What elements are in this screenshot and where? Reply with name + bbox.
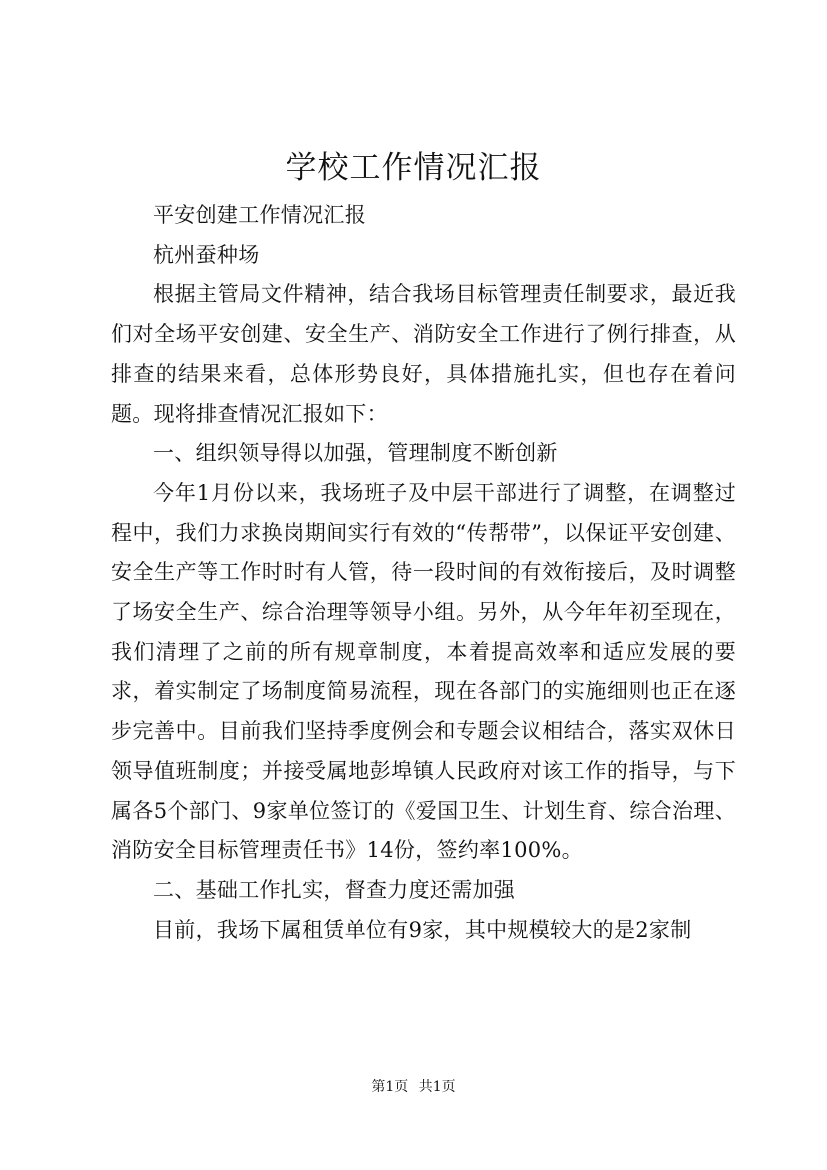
section-1-paragraph: 今年1月份以来，我场班子及中层干部进行了调整，在调整过程中，我们力求换岗期间实行有效的“传帮带”，以保证平安创建、安全生产等工作时时有人管，待一段时间的有效衔接后，及时调整了场安全生产、综合治理等领导小组。另外，从今年年初至现在，我们清理了之前的所有规章制度，本着提高效率和适应发展的要求，着实制定了场制度简易流程，现在各部门的实施细则也正在逐步完善中。目前我们坚持季度例会和专题会议相结合，落实双休日领导值班制度；并接受属地彭埠镇人民政府对该工作的指导，与下属各5个部门、9家单位签订的《爱国卫生、计划生育、综合治理、消防安全目标管理责任书》14份，签约率100%。: [111, 480, 736, 863]
page-number: 第1页: [371, 1079, 409, 1095]
section-heading-2: 二、基础工作扎实，督查力度还需加强: [153, 877, 516, 902]
section-heading-1: 一、组织领导得以加强，管理制度不断创新: [153, 441, 558, 466]
subtitle-paragraph: 平安创建工作情况汇报: [153, 203, 366, 227]
document-body: [111, 196, 736, 950]
page-total: 共1页: [418, 1079, 456, 1095]
section-2-paragraph: 目前，我场下属租赁单位有9家，其中规模较大的是2家制: [153, 917, 692, 942]
document-title: 学校工作情况汇报: [285, 150, 542, 186]
organization-paragraph: 杭州蚕种场: [153, 242, 260, 267]
page-footer: [0, 1077, 827, 1097]
intro-paragraph: 根据主管局文件精神，结合我场目标管理责任制要求，最近我们对全场平安创建、安全生产、消防安全工作进行了例行排查，从排查的结果来看，总体形势良好，具体措施扎实，但也存在着问题。现将排查情况汇报如下：: [111, 282, 736, 426]
